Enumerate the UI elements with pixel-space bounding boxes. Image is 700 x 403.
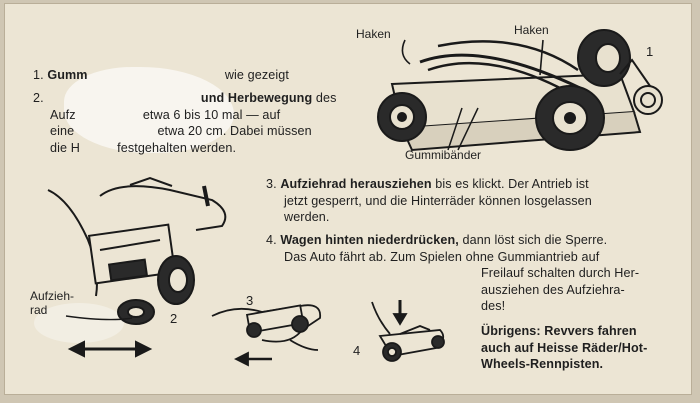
figure-number-2: 2	[170, 311, 178, 326]
label-haken-right: Haken	[514, 23, 549, 37]
step-4: 4. Wagen hinten niederdrücken, dann löst sich die Sperre. Das Auto fährt ab. Zum Spielen ohne Gummiantrieb auf Freilauf schalten durch Her- ausziehen des Aufziehra- des!	[266, 233, 640, 313]
figure-number-1: 1	[646, 44, 654, 59]
step-3: 3. Aufziehrad herausziehen bis es klickt. Der Antrieb ist jetzt gesperrt, und die Hinterräder können losgelassen werden.	[266, 177, 592, 224]
figure-number-4: 4	[353, 343, 361, 358]
step-1-text: wie gezeigt	[224, 68, 289, 82]
step-2: 2. und Herbewegung des Aufz etwa 6 bis 10 mal — auf eine etwa 20 cm. Dabei müssen die H festgehalten werden.	[33, 91, 337, 155]
step-1: 1. Gumm wie gezeigt	[33, 68, 289, 82]
label-haken-left: Haken	[356, 27, 391, 41]
step-1-bold: Gumm	[47, 68, 88, 82]
note-revvers: Übrigens: Revvers fahren auch auf Heisse Räder/Hot- Wheels-Rennpisten.	[481, 324, 648, 371]
label-aufziehrad: Aufzieh- rad	[30, 289, 75, 317]
label-gummibaender: Gummibänder	[405, 148, 482, 162]
figure-number-3: 3	[246, 293, 254, 308]
